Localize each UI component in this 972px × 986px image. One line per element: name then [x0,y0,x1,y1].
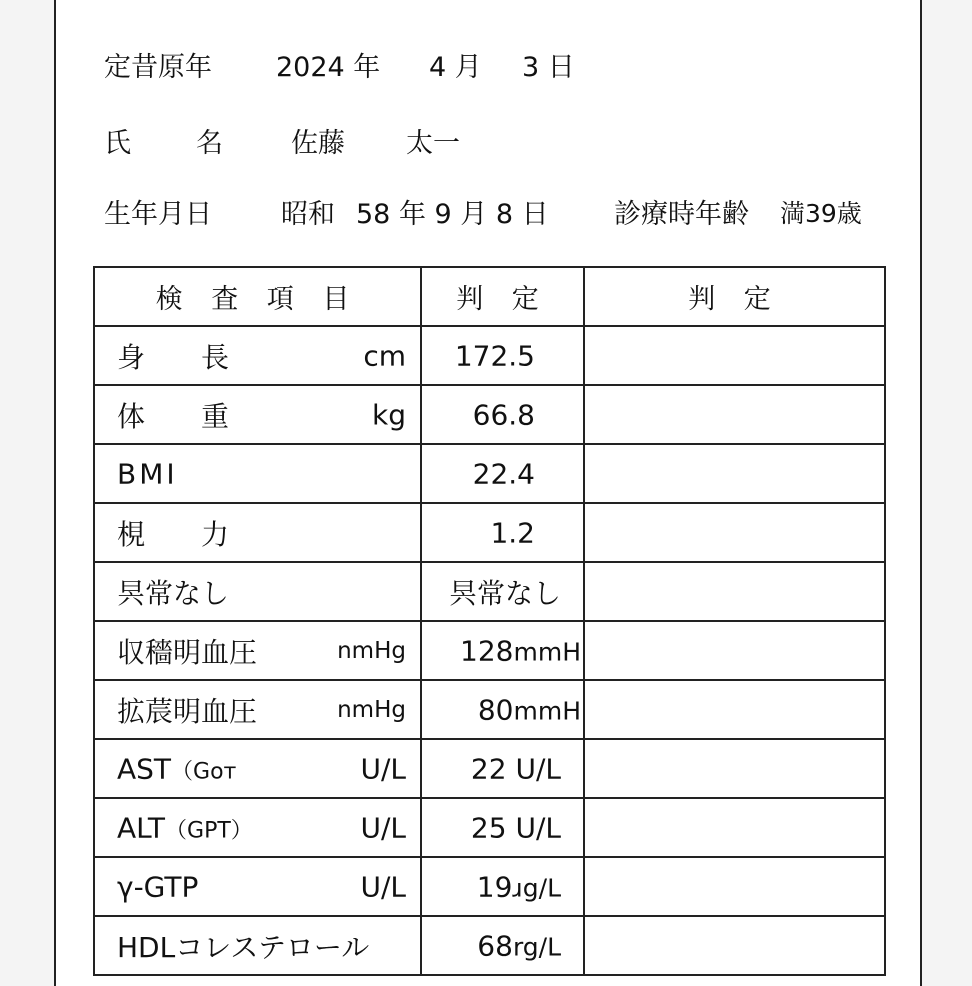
item-unit: kg [372,398,406,431]
exam-results-table [93,266,886,976]
value-cell [421,562,584,621]
judgment-cell [584,562,885,621]
judgment-cell [584,916,885,975]
value-cell [421,916,584,975]
item-unit: U/L [360,811,406,844]
table-row [94,680,885,739]
value-cell [421,857,584,916]
item-cell [94,326,421,385]
item-name: 体 重 [117,399,230,433]
item-name: 収穡明血圧 [117,635,258,669]
item-cell [94,385,421,444]
judgment-cell [584,739,885,798]
judgment-cell [584,857,885,916]
value-cell [421,621,584,680]
table-row [94,326,885,385]
age-value: 満39歳 [780,199,862,228]
item-name: 身 長 [117,340,230,374]
item-value: 66.8 [472,398,535,431]
value-cell [421,503,584,562]
birth-date-value: 58 年 9 月 8 日 [356,199,549,230]
header-exam-item: 検 査 項 目 [94,267,421,326]
table-row [94,857,885,916]
exam-date-year: 2024 年 [276,52,381,83]
item-cell [94,444,421,503]
judgment-cell [584,326,885,385]
item-value: 25 U/L [470,811,561,844]
item-name: 拡莀明血圧 [117,694,258,728]
item-value: 1.2 [490,516,535,549]
table-row [94,621,885,680]
item-unit: cm [363,339,406,372]
judgment-cell [584,621,885,680]
table-row [94,385,885,444]
age-label: 診療時年齢 [614,199,749,230]
item-cell [94,916,421,975]
value-cell [421,739,584,798]
item-value: 19ɹg/L [476,870,561,903]
item-value: 22.4 [472,457,535,490]
header-judgment-1: 判 定 [421,267,584,326]
item-value: 172.5 [454,339,535,372]
item-value: 昗常なし [448,576,561,610]
value-cell [421,444,584,503]
item-name: γ-GTP [117,870,199,903]
item-value: 68rg/L [477,929,561,962]
table-row [94,916,885,975]
item-cell [94,798,421,857]
item-cell [94,621,421,680]
item-cell [94,680,421,739]
table-row [94,444,885,503]
item-name: BMI [117,457,178,490]
item-name: ALT（GPT） [117,811,253,844]
item-cell [94,503,421,562]
judgment-cell [584,385,885,444]
item-value: 128mmH [460,634,581,667]
judgment-cell [584,798,885,857]
item-cell [94,562,421,621]
name-label-char-2: 名 [196,128,223,159]
item-name: 昗常なし [117,576,230,610]
patient-family-name: 佐藤 [291,128,345,159]
item-name: 梘 力 [117,517,230,551]
item-value: 80mmH [477,693,581,726]
health-check-sheet [54,0,922,986]
table-row [94,798,885,857]
header-judgment-2: 判 定 [584,267,885,326]
judgment-cell [584,444,885,503]
item-unit: U/L [360,752,406,785]
value-cell [421,326,584,385]
table-row [94,562,885,621]
item-unit: U/L [360,870,406,903]
patient-given-name: 太一 [406,128,460,159]
value-cell [421,798,584,857]
exam-date-month: 4 月 [429,52,482,83]
item-cell [94,739,421,798]
item-name: HDLコレステロール [117,930,370,964]
value-cell [421,385,584,444]
item-value: 22 U/L [470,752,561,785]
exam-date-day: 3 日 [522,52,575,83]
birth-era: 昭和 [281,199,335,230]
table-row [94,739,885,798]
item-cell [94,857,421,916]
value-cell [421,680,584,739]
birth-date-label: 生年月日 [104,199,212,230]
judgment-cell [584,503,885,562]
item-unit: nmHg [337,637,406,664]
table-header-row [94,267,885,326]
item-name: AST（Gᴏᴛ [117,752,237,785]
name-label-char-1: 氏 [104,128,131,159]
item-unit: nmHg [337,696,406,723]
exam-date-label: 定昔原年 [104,52,212,83]
table-row [94,503,885,562]
judgment-cell [584,680,885,739]
